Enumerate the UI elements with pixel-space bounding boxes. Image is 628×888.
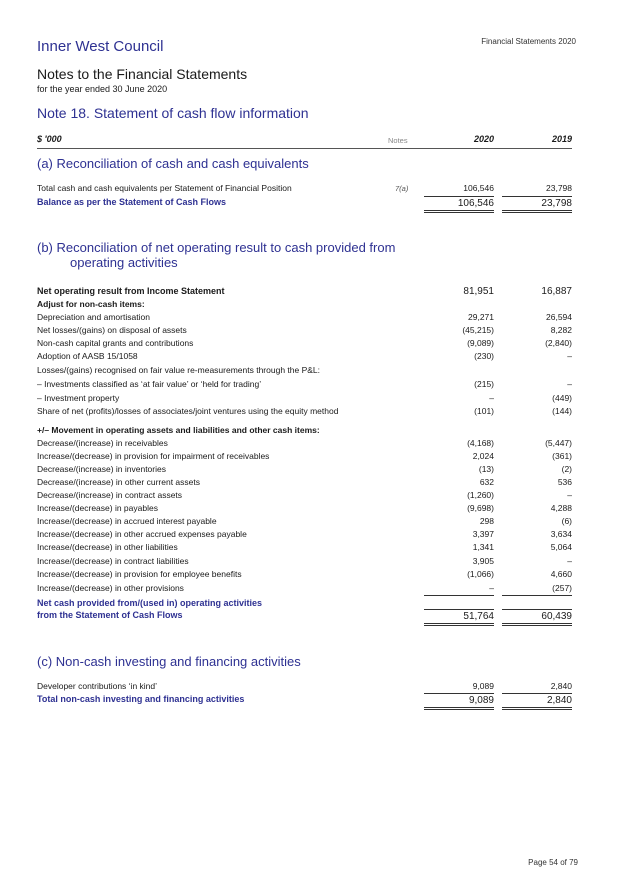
row-label: Increase/(decrease) in other provisions (37, 583, 184, 593)
table-row (37, 405, 572, 418)
total-label-line1: Net cash provided from/(used in) operating activities (37, 598, 263, 608)
section-b-title (37, 240, 417, 270)
table-row (37, 502, 572, 515)
row-value-2020: 81,951 (463, 286, 494, 297)
row-label: – Investments classified as ‘at fair value’ or ‘held for trading’ (37, 379, 262, 389)
row-value-2019: (5,447) (545, 438, 572, 448)
row-note: 7(a) (395, 184, 409, 193)
table-row (37, 680, 572, 693)
row-value-2020: (13) (478, 464, 494, 474)
table-row (37, 541, 572, 554)
header-rule (37, 148, 572, 149)
row-label: Developer contributions ‘in kind’ (37, 681, 158, 691)
row-label: Decrease/(increase) in inventories (37, 464, 166, 474)
table-row (37, 311, 572, 324)
section-c-title: (c) Non-cash investing and financing activities (37, 654, 301, 669)
row-value-2019: 8,282 (550, 325, 572, 335)
row-label: Losses/(gains) recognised on fair value re-measurements through the P&L: (37, 365, 321, 375)
table-row (37, 463, 572, 476)
row-value-2020: 29,271 (468, 312, 494, 322)
row-value-2020: (9,089) (467, 338, 494, 348)
col-notes-header: Notes (388, 136, 408, 145)
row-value-2019: 23,798 (502, 196, 572, 213)
row-value-2020: (4,168) (467, 438, 494, 448)
row-value-2019: (6) (561, 516, 572, 526)
table-row (37, 568, 572, 581)
row-label: Increase/(decrease) in contract liabilities (37, 556, 189, 566)
section-a-title: (a) Reconciliation of cash and cash equivalents (37, 156, 309, 171)
row-value-2020: – (489, 393, 494, 403)
row-value-2020: (215) (474, 379, 494, 389)
row-label: Increase/(decrease) in provision for impairment of receivables (37, 451, 270, 461)
row-label: Non-cash capital grants and contributions (37, 338, 194, 348)
row-label: Total non-cash investing and financing activities (37, 694, 245, 704)
row-label: Increase/(decrease) in accrued interest payable (37, 516, 217, 526)
row-label: Decrease/(increase) in contract assets (37, 490, 183, 500)
row-value-2019: (361) (552, 451, 572, 461)
row-value-2020: (1,260) (467, 490, 494, 500)
row-label: Increase/(decrease) in provision for employee benefits (37, 569, 242, 579)
row-value-2019: (257) (502, 582, 572, 596)
table-row (37, 528, 572, 541)
row-label: Net losses/(gains) on disposal of assets (37, 325, 187, 335)
row-label: Share of net (profits)/losses of associates/joint ventures using the equity method (37, 406, 339, 416)
table-row (37, 378, 572, 391)
row-value-2019: (2) (561, 464, 572, 474)
col-unit-header: $ '000 (37, 134, 62, 144)
table-row (37, 476, 572, 489)
col-2020-header: 2020 (473, 134, 494, 144)
row-value-2020: 9,089 (424, 693, 494, 710)
row-label: +/– Movement in operating assets and liabilities and other cash items: (37, 425, 320, 435)
row-value-2019: 26,594 (546, 312, 572, 322)
row-value-2019: 3,634 (550, 529, 572, 539)
section-b-title-line1: (b) Reconciliation of net operating result to cash provided from (37, 240, 396, 255)
row-label: Increase/(decrease) in other accrued expenses payable (37, 529, 247, 539)
row-value-2019: 536 (557, 477, 572, 487)
row-value-2019: 60,439 (502, 609, 572, 626)
table-row (37, 582, 572, 595)
table-row-total (37, 609, 572, 622)
table-row (37, 350, 572, 363)
notes-title: Notes to the Financial Statements (37, 66, 248, 82)
row-value-2020: 3,397 (472, 529, 494, 539)
row-label: Increase/(decrease) in payables (37, 503, 158, 513)
row-value-2019: 2,840 (502, 693, 572, 710)
table-row (37, 489, 572, 502)
row-value-2020: (45,215) (462, 325, 494, 335)
row-value-2019: 5,064 (550, 542, 572, 552)
row-value-2020: 3,905 (472, 556, 494, 566)
row-value-2019: 4,660 (550, 569, 572, 579)
row-value-2020: (9,698) (467, 503, 494, 513)
row-value-2019: (449) (552, 393, 572, 403)
row-value-2020: 298 (479, 516, 494, 526)
row-value-2019: (2,840) (545, 338, 572, 348)
row-value-2019: – (567, 351, 572, 361)
doc-title: Financial Statements 2020 (481, 37, 576, 46)
page-number: Page 54 of 79 (528, 858, 578, 867)
table-row (37, 298, 572, 311)
total-label-line2: from the Statement of Cash Flows (37, 610, 183, 620)
row-value-2020: (101) (474, 406, 494, 416)
row-label: Decrease/(increase) in receivables (37, 438, 168, 448)
row-value-2020: 106,546 (424, 196, 494, 213)
row-value-2020: 2,024 (472, 451, 494, 461)
table-row (37, 437, 572, 450)
row-label: Increase/(decrease) in other liabilities (37, 542, 178, 552)
table-row (37, 392, 572, 405)
row-label: Depreciation and amortisation (37, 312, 150, 322)
row-value-2020: 632 (479, 477, 494, 487)
row-value-2019: 4,288 (550, 503, 572, 513)
row-label: Decrease/(increase) in other current assets (37, 477, 200, 487)
row-value-2019: – (567, 379, 572, 389)
table-row-total (37, 196, 572, 209)
row-value-2019: – (567, 490, 572, 500)
row-label: Balance as per the Statement of Cash Flows (37, 197, 227, 207)
row-value-2020: 9,089 (472, 681, 494, 691)
row-value-2019: (144) (552, 406, 572, 416)
table-row (37, 450, 572, 463)
row-value-2019: 16,887 (541, 286, 572, 297)
row-value-2020: 1,341 (472, 542, 494, 552)
table-row-total (37, 693, 572, 706)
table-row (37, 555, 572, 568)
table-row (37, 337, 572, 350)
table-row (37, 515, 572, 528)
org-name: Inner West Council (37, 38, 164, 55)
table-row (37, 324, 572, 337)
row-value-2020: (230) (474, 351, 494, 361)
row-label: Adoption of AASB 15/1058 (37, 351, 138, 361)
section-b-title-line2: operating activities (70, 255, 178, 270)
row-value-2019: – (567, 556, 572, 566)
col-2019-header: 2019 (551, 134, 572, 144)
table-row (37, 285, 572, 298)
row-label: – Investment property (37, 393, 120, 403)
table-row (37, 364, 572, 377)
row-value-2020: (1,066) (467, 569, 494, 579)
table-row (37, 182, 572, 195)
row-value-2020: – (424, 582, 494, 596)
row-value-2019: 2,840 (550, 681, 572, 691)
row-value-2020: 106,546 (463, 183, 494, 193)
note-title: Note 18. Statement of cash flow information (37, 105, 309, 121)
period-subtitle: for the year ended 30 June 2020 (37, 84, 168, 94)
row-label: Total cash and cash equivalents per Statement of Financial Position (37, 183, 292, 193)
row-value-2020: 51,764 (424, 609, 494, 626)
row-label: Net operating result from Income Statement (37, 286, 225, 296)
table-row (37, 424, 572, 437)
row-value-2019: 23,798 (546, 183, 572, 193)
row-label: Adjust for non-cash items: (37, 299, 145, 309)
